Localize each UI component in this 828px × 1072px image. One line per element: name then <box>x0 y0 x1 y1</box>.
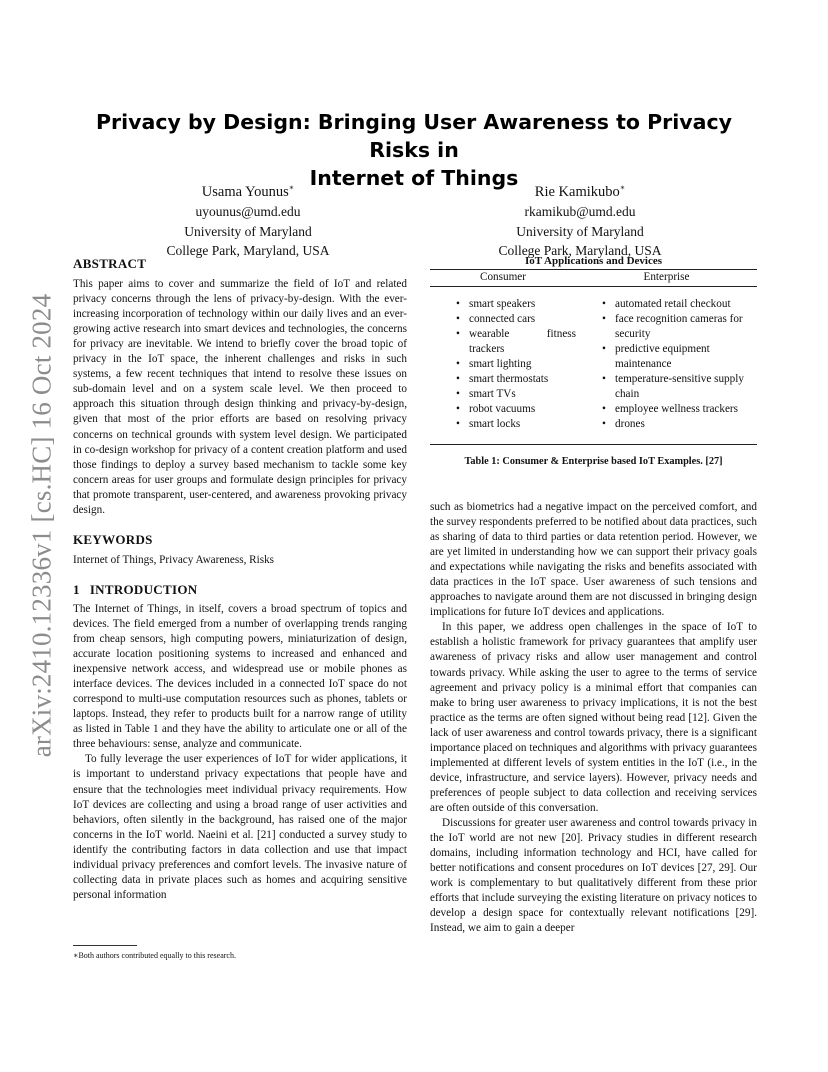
author-affiliation: University of Maryland <box>516 223 644 239</box>
list-item-text: wearable fitness trackers <box>469 328 576 355</box>
bullet-icon: • <box>456 388 460 400</box>
list-item-text: connected cars <box>469 313 536 325</box>
bullet-icon: • <box>602 313 606 325</box>
list-item <box>456 297 576 312</box>
author-name-line <box>430 178 730 202</box>
bullet-icon: • <box>456 328 460 340</box>
list-item <box>456 312 576 327</box>
author-block-2 <box>430 178 730 261</box>
author-location: College Park, Maryland, USA <box>166 243 330 259</box>
list-item-text: robot vacuums <box>469 403 536 415</box>
author-block-1 <box>98 178 398 261</box>
bullet-icon: • <box>456 298 460 310</box>
enterprise-device-list <box>576 297 757 432</box>
introduction-heading <box>73 582 407 597</box>
author-email: rkamikub@umd.edu <box>524 204 636 220</box>
bullet-icon: • <box>456 313 460 325</box>
list-item <box>456 387 576 402</box>
table-header-enterprise: Enterprise <box>643 271 690 283</box>
list-item <box>602 372 757 402</box>
intro-paragraph-1: The Internet of Things, in itself, covers a broad spectrum of topics and devices. The field emerged from a number of overlapping trends ranging from cheap sensors, high computing powers, miniaturization of design, accurate location positioning systems to increased and enhanced and inexpensive network access, and widespread use or mobile phones as interface devices. The devices included in a connected IoT space do not correspond to multi-use computation resources such as phones, tablets or laptops. Instead, they refer to products built for a narrow range of utility as listed in Table 1 and they have the ability to articulate one or all of the three behaviours: sense, analyze and communicate. <box>73 602 407 751</box>
author-name-line <box>98 178 398 202</box>
table-1 <box>430 254 757 468</box>
list-item <box>602 312 757 342</box>
section-title: INTRODUCTION <box>89 581 198 597</box>
equal-contribution-mark: ∗ <box>288 183 295 192</box>
bullet-icon: • <box>602 298 606 310</box>
list-item-text: drones <box>615 418 645 430</box>
table-header-consumer: Consumer <box>480 271 526 283</box>
intro-paragraph-2-continued: such as biometrics had a negative impact on the perceived comfort, and the survey respondents preferred to be notified about data practices, such as sharing of data to third parties or data retention period. However, we are yet limited in understanding how we can support their privacy goals and expectations while navigating the risks and benefits associated with data practices in the IoT space. User awareness of such tensions and approaches to navigate around them are not discussed in bringing design implications for future IoT devices and applications. <box>430 501 757 619</box>
intro-paragraph-3: In this paper, we address open challenges in the space of IoT to establish a holistic framework for privacy guarantees that amplify user awareness of privacy risks and allow user management and control towards privacy. While asking the user to agree to the terms of service agreement and privacy policy is a minimal effort that companies can make to bring user awareness to privacy implications, it is not the best practice as the terms are often signed without being read [12]. Given the lack of user awareness and control towards privacy, there is a significant importance placed on techniques and algorithms with privacy guarantees implemented at different levels of system entities in the IoT (i.e., in the device, infrastructure, and service layers). However, privacy needs and preferences of people subject to data collection and receiving services are often outside of this conversation. <box>430 621 757 814</box>
abstract-text: This paper aims to cover and summarize the field of IoT and related privacy concerns through the lens of privacy-by-design. With the ever-increasing incorporation of technology within our daily lives and an ever-growing active research into smart devices and technologies, the concerns for privacy are inevitable. We intend to briefly cover the broad topic of privacy in the IoT space, the inherent challenges and risks in such systems, a few recent techniques that intend to resolve these issues on sub-domain level and on a system scale level. We then proceed to approach this situation through design thinking and privacy-by-design, given that most of the prior efforts are based on resolving privacy concerns on technical grounds with system level design. We participated in co-design workshop for privacy of a content creation platform and used those findings to deploy a survey based mechanism to tackle some key concern areas for user groups and formulate design principles for privacy that promote transparent, user-centered, and awareness provoking privacy design. <box>73 278 407 516</box>
bullet-icon: • <box>456 403 460 415</box>
footnote-text: ∗Both authors contributed equally to this research. <box>73 951 236 960</box>
abstract-heading: ABSTRACT <box>73 256 147 271</box>
author-name: Rie Kamikubo <box>534 183 620 200</box>
list-item-text: smart speakers <box>469 298 536 310</box>
keywords-heading: KEYWORDS <box>73 531 153 547</box>
bullet-icon: • <box>456 373 460 385</box>
list-item <box>456 372 576 387</box>
list-item <box>602 402 757 417</box>
list-item <box>456 357 576 372</box>
bullet-icon: • <box>602 403 606 415</box>
list-item-text: automated retail checkout <box>615 298 731 310</box>
list-item-text: temperature-sensitive supply chain <box>615 373 744 400</box>
list-item-text: smart thermostats <box>469 373 549 385</box>
list-item-text: employee wellness trackers <box>615 403 739 415</box>
equal-contribution-mark: ∗ <box>619 183 626 192</box>
table-caption: Table 1: Consumer & Enterprise based IoT Examples. [27] <box>464 456 723 467</box>
right-column <box>430 500 757 936</box>
list-item <box>602 297 757 312</box>
bullet-icon: • <box>602 343 606 355</box>
intro-paragraph-2: To fully leverage the user experiences of IoT for wider applications, it is important to understand privacy expectations that people have and ensure that the technologies meet individual privacy requirements. How IoT devices are collecting and using a broad range of user activities and behaviors, often silently in the background, has raised one of the major concerns in the IoT world. Naeini et al. [21] conducted a survey study to identify the contributing factors in data collection and use that impact individual privacy preferences and comfort levels. The invasive nature of collecting data in private places such as homes and acquiring sensitive personal information <box>73 753 407 901</box>
keywords-text: Internet of Things, Privacy Awareness, Risks <box>73 553 275 566</box>
bullet-icon: • <box>456 418 460 430</box>
author-email: uyounus@umd.edu <box>195 204 301 220</box>
list-item <box>602 417 757 432</box>
list-item-text: predictive equipment maintenance <box>615 343 710 370</box>
bullet-icon: • <box>456 358 460 370</box>
table-bottom-rule <box>430 444 757 445</box>
list-item <box>602 342 757 372</box>
bullet-icon: • <box>602 418 606 430</box>
paper-title-line-2: Internet of Things <box>309 166 519 190</box>
list-item-text: smart lighting <box>469 358 532 370</box>
footnote-rule <box>73 945 137 946</box>
section-number: 1 <box>73 581 80 597</box>
author-name: Usama Younus <box>201 183 289 200</box>
left-column <box>73 256 407 903</box>
paper-title-line-1: Privacy by Design: Bringing User Awareness to Privacy Risks in <box>96 110 732 162</box>
author-location: College Park, Maryland, USA <box>498 243 662 259</box>
table-title: IoT Applications and Devices <box>524 255 663 267</box>
list-item-text: smart TVs <box>469 388 516 400</box>
arxiv-identifier-text: arXiv:2410.12336v1 [cs.HC] 16 Oct 2024 <box>26 293 57 757</box>
list-item <box>456 417 576 432</box>
list-item <box>456 402 576 417</box>
intro-paragraph-4: Discussions for greater user awareness and control towards privacy in the IoT world are not new [20]. Privacy studies in different research domains, including information technology and HCI, have called for better notifications and consent procedures on IoT devices [27, 29]. Our work is complementary to but qualitatively different from these prior efforts that include surveying the existing literature on privacy notices to develop a design space for contextually relevant notifications [29]. Instead, we aim to gain a deeper <box>430 816 757 935</box>
table-header-row <box>430 270 757 284</box>
consumer-device-list <box>430 297 576 432</box>
bullet-icon: • <box>602 373 606 385</box>
arxiv-identifier-stamp <box>22 290 62 760</box>
list-item <box>456 327 576 357</box>
list-item-text: face recognition cameras for security <box>615 313 743 340</box>
author-affiliation: University of Maryland <box>184 223 312 239</box>
list-item-text: smart locks <box>469 418 521 430</box>
table-body <box>430 287 757 432</box>
